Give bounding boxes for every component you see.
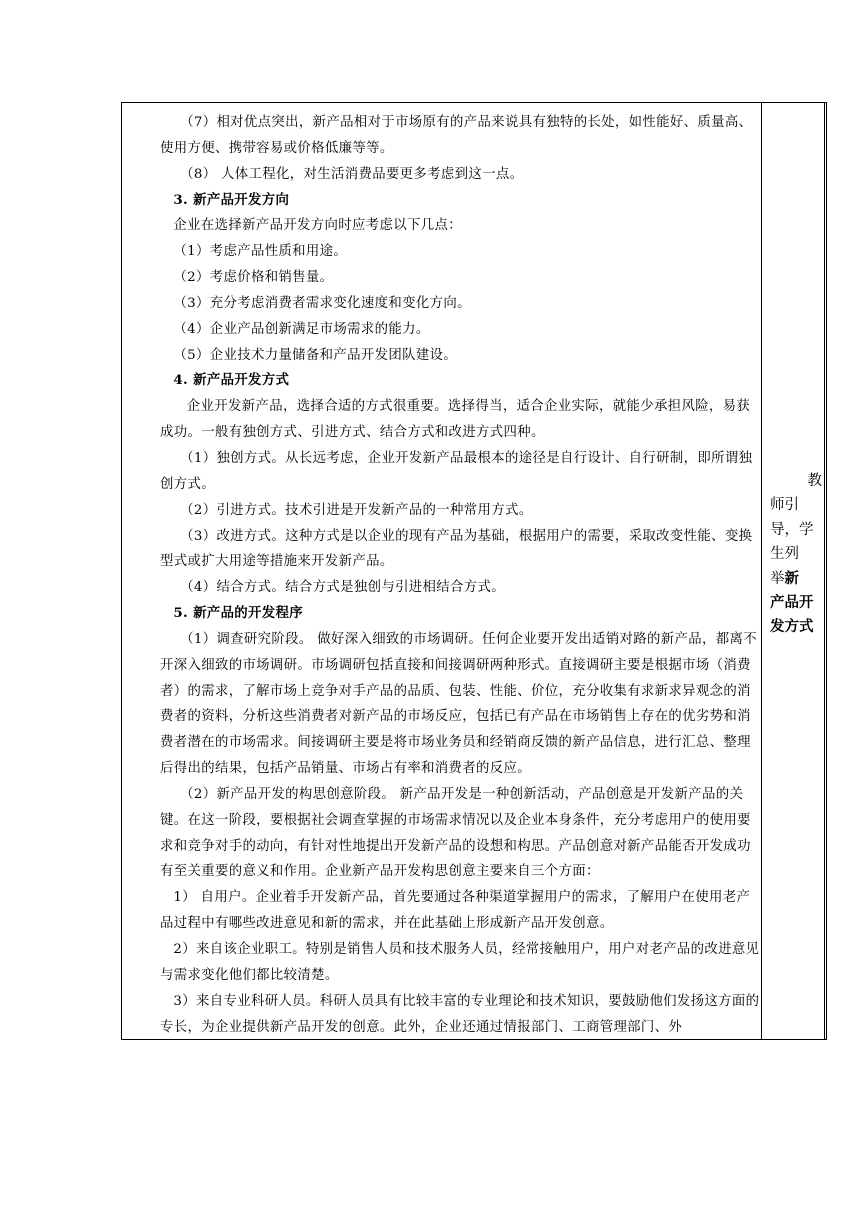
paragraph: 1） 自用户。企业着手开发新产品，首先要通过各种渠道掌握用户的需求，了解用户在使用老产品过程中有哪些改进意见和新的需求，并在此基础上形成新产品开发创意。 bbox=[160, 890, 751, 932]
paragraph: （2）新产品开发的构思创意阶段。 新产品开发是一种创新活动，产品创意是开发新产品的关键。在这一阶段，要根据社会调查掌握的市场需求情况以及企业本身条件，充分考虑用户的使用要求和竞争对手的动向，有针对性地提出开发新产品的设想和构思。产品创意对新产品能否开发成功有至关重要的意义和作用。企业新产品开发构思创意主要来自三个方面： bbox=[160, 786, 751, 880]
section-heading: 3. 新产品开发方向 bbox=[173, 191, 290, 208]
note-line-5 bbox=[770, 567, 822, 591]
section-heading: 5. 新产品的开发程序 bbox=[173, 605, 304, 622]
paragraph: 企业在选择新产品开发方向时应考虑以下几点： bbox=[173, 218, 462, 234]
paragraph: （8） 人体工程化，对生活消费品要更多考虑到这一点。 bbox=[180, 166, 524, 182]
note-line-4: 生列 bbox=[770, 546, 799, 563]
paragraph: （2）引进方式。技术引进是开发新产品的一种常用方式。 bbox=[180, 502, 533, 518]
paragraph: 3）来自专业科研人员。科研人员具有比较丰富的专业理论和技术知识，要鼓励他们发扬这方面的专长，为企业提供新产品开发的创意。此外，企业还通过情报部门、工商管理部门、外 bbox=[160, 993, 760, 1035]
note-line-2: 师引 bbox=[770, 497, 799, 514]
paragraph: （1）独创方式。从长远考虑，企业开发新产品最根本的途径是自行设计、自行研制，即所谓独创方式。 bbox=[160, 450, 753, 492]
paragraph: （3）改进方式。这种方式是以企业的现有产品为基础，根据用户的需要，采取改变性能、变换型式或扩大用途等措施来开发新产品。 bbox=[160, 528, 753, 570]
paragraph: （4）结合方式。结合方式是独创与引进相结合方式。 bbox=[180, 580, 505, 596]
table-edge-cell bbox=[825, 103, 828, 1039]
content-body bbox=[160, 110, 760, 1040]
note-line-1: 教 bbox=[807, 473, 822, 489]
section-heading: 4. 新产品开发方式 bbox=[173, 372, 290, 389]
paragraph: （5）企业技术力量储备和产品开发团队建设。 bbox=[173, 347, 458, 363]
note-line-5-bold: 新 bbox=[784, 569, 799, 587]
paragraph: 企业开发新产品，选择合适的方式很重要。选择得当，适合企业实际，就能少承担风险，易获成功。一般有独创方式、引进方式、结合方式和改进方式四种。 bbox=[160, 399, 751, 441]
paragraph: （3）充分考虑消费者需求变化速度和变化方向。 bbox=[173, 295, 471, 311]
note-line-7: 发方式 bbox=[770, 618, 814, 636]
note-line-6: 产品开 bbox=[770, 594, 814, 612]
note-line-5-plain: 举 bbox=[770, 570, 785, 587]
teaching-method-cell bbox=[762, 103, 825, 1039]
paragraph: 2）来自该企业职工。特别是销售人员和技术服务人员，经常接触用户，用户对老产品的改进意见与需求变化他们都比较清楚。 bbox=[160, 942, 760, 983]
note-line-3: 导，学 bbox=[770, 521, 814, 538]
paragraph: （4）企业产品创新满足市场需求的能力。 bbox=[173, 321, 430, 337]
paragraph: （1）考虑产品性质和用途。 bbox=[173, 244, 348, 260]
paragraph: （2）考虑价格和销售量。 bbox=[173, 270, 334, 286]
teaching-method-note bbox=[770, 469, 822, 640]
paragraph: （1）调查研究阶段。 做好深入细致的市场调研。任何企业要开发出适销对路的新产品，都离不开深入细致的市场调研。市场调研包括直接和间接调研两种形式。直接调研主要是根据市场（消费者）的需求，了解市场上竞争对手产品的品质、包装、性能、价位，充分收集有求新求异观念的消费者的资料，分析这些消费者对新产品的市场反应，包括已有产品在市场销售上存在的优劣势和消费者潜在的市场需求。间接调研主要是将市场业务员和经销商反馈的新产品信息，进行汇总、整理后得出的结果，包括产品销量、市场占有率和消费者的反应。 bbox=[160, 631, 757, 777]
paragraph: （7）相对优点突出，新产品相对于市场原有的产品来说具有独特的长处，如性能好、质量高、使用方便、携带容易或价格低廉等等。 bbox=[160, 115, 753, 156]
content-cell bbox=[122, 103, 762, 1039]
lesson-table bbox=[121, 102, 827, 1040]
